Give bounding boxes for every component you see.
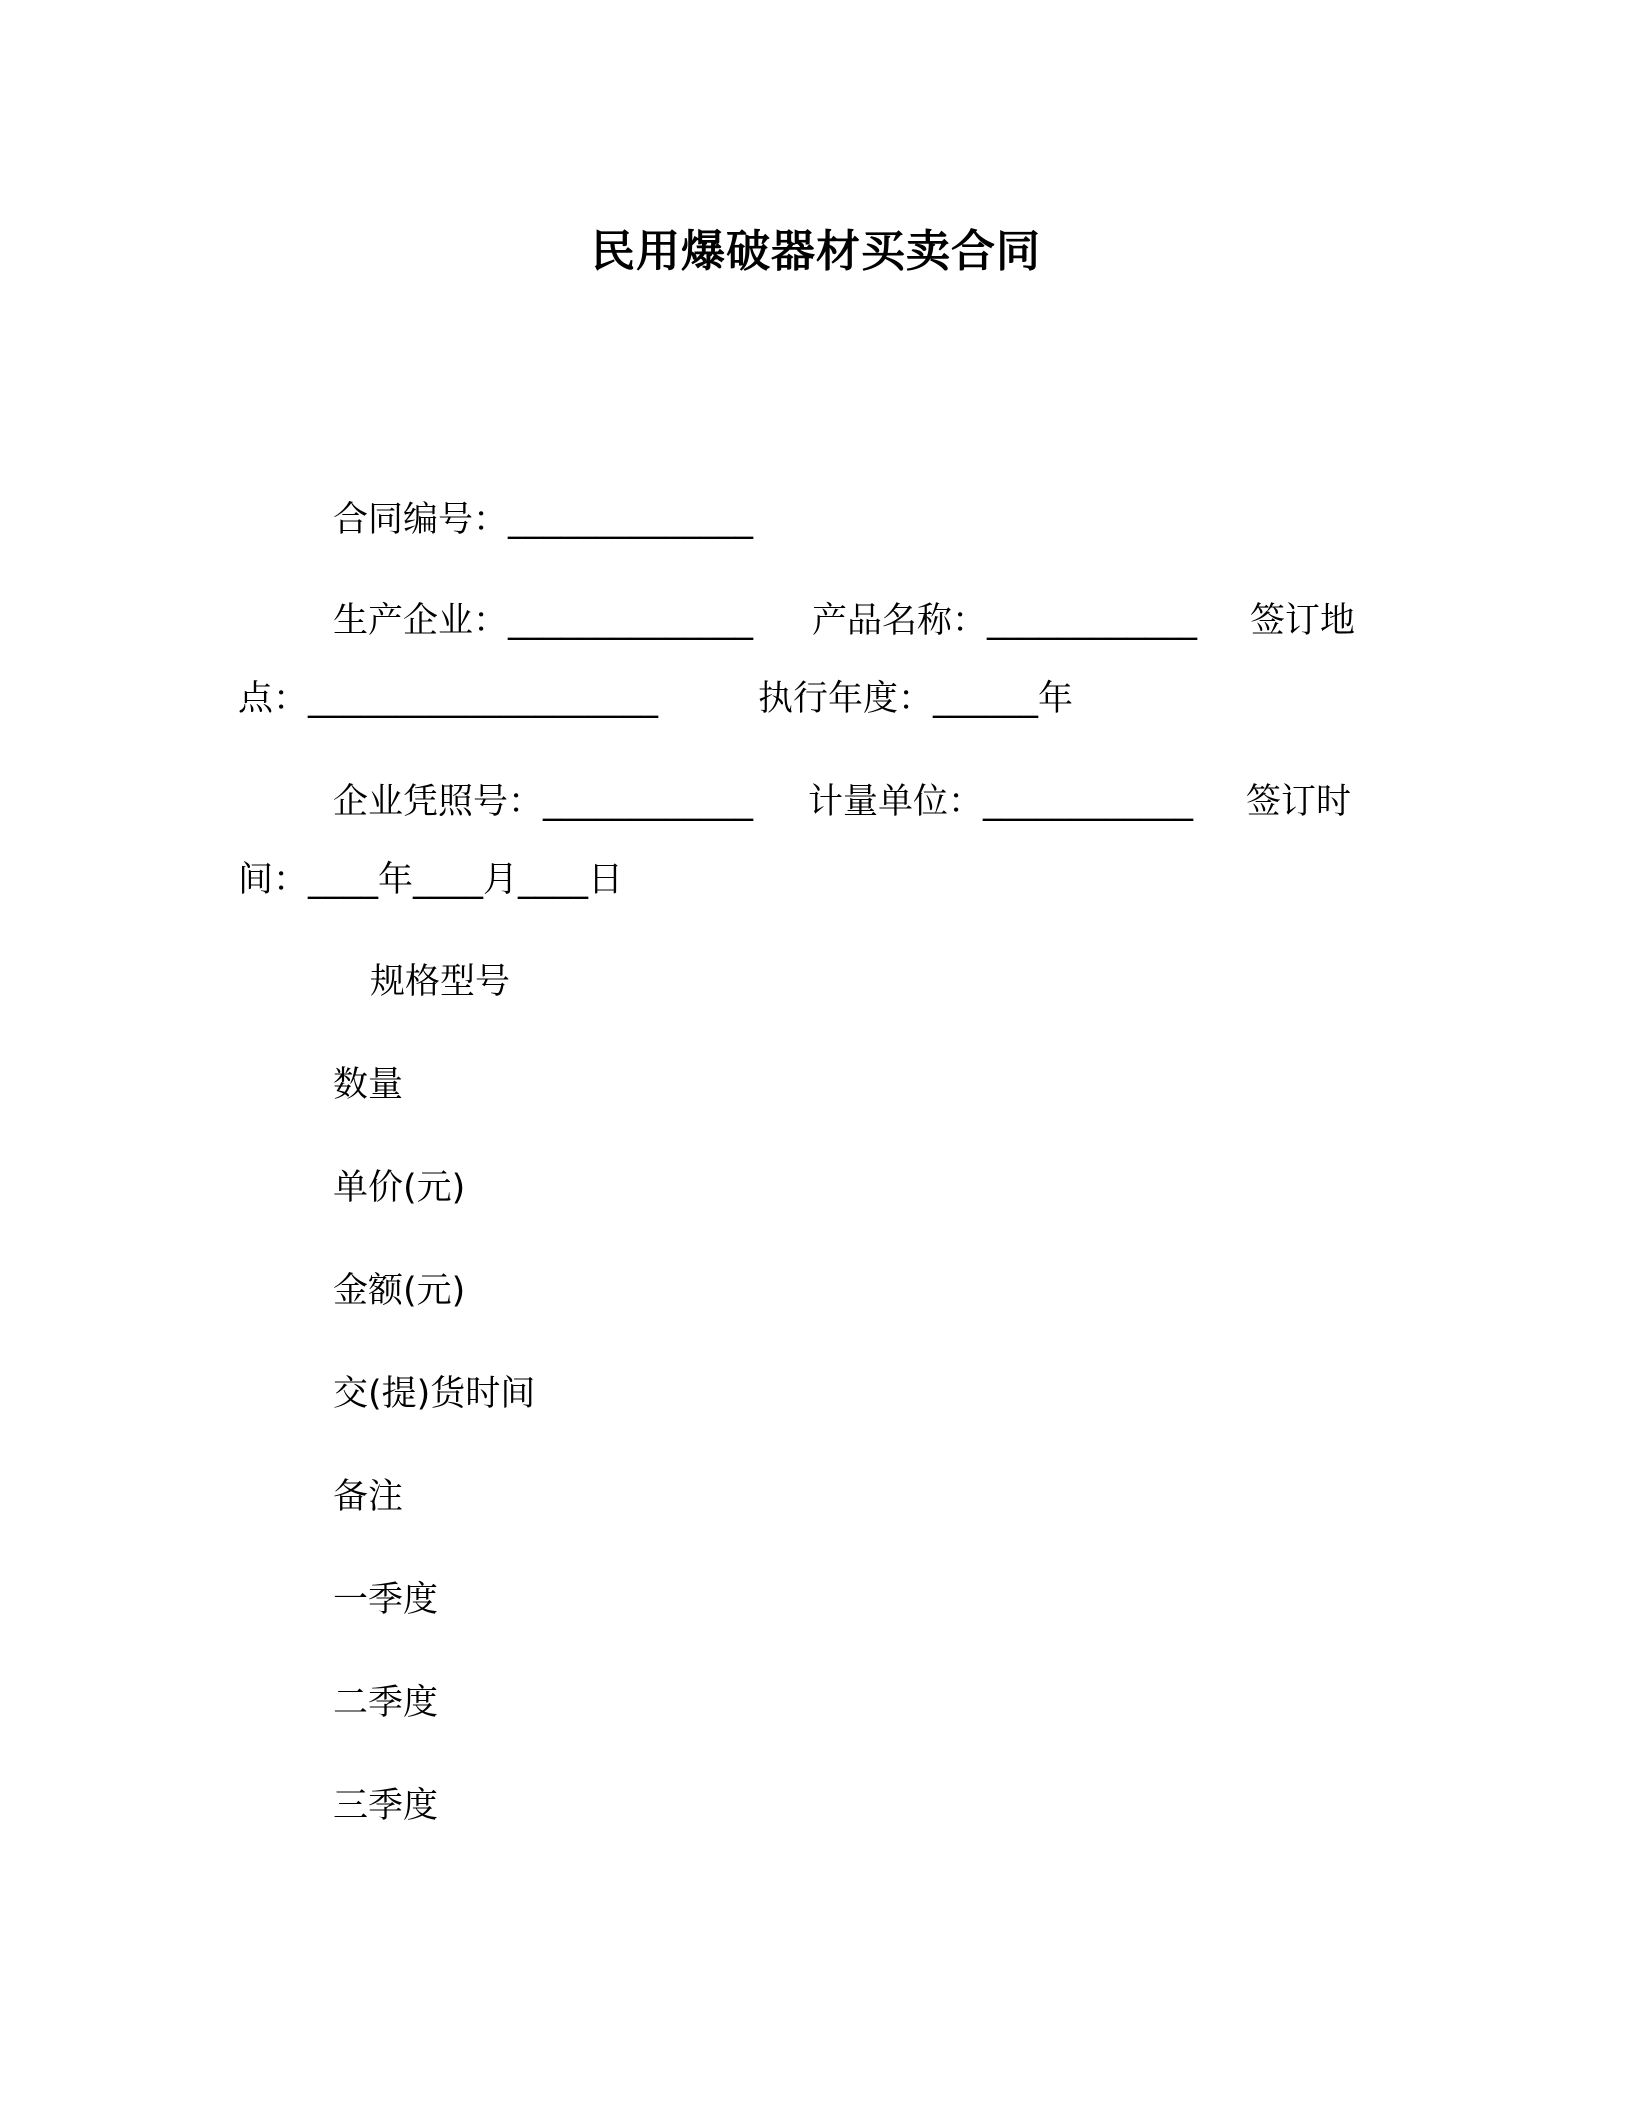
item-q3: 三季度 (333, 1786, 439, 1826)
item-spec-model: 规格型号 (370, 962, 511, 1002)
item-q2: 二季度 (333, 1683, 439, 1723)
exec-year-field: 执行年度：______年 (758, 679, 1074, 719)
producer-field: 生产企业：______________ (333, 601, 754, 641)
item-amount: 金额(元) (333, 1271, 466, 1311)
contract-number-line: 合同编号：______________ (333, 500, 754, 540)
measure-unit-field: 计量单位：____________ (808, 782, 1194, 822)
sign-place-label-start: 签订地 (1250, 601, 1356, 641)
item-unit-price: 单价(元) (333, 1168, 466, 1208)
sign-place-field: 点：____________________ (238, 679, 659, 719)
sign-time-field: 间：____年____月____日 (238, 860, 624, 900)
document-title: 民用爆破器材买卖合同 (591, 226, 1041, 277)
item-quantity: 数量 (333, 1065, 404, 1105)
item-remarks: 备注 (333, 1477, 404, 1517)
product-name-field: 产品名称：____________ (812, 601, 1198, 641)
item-q1: 一季度 (333, 1580, 439, 1620)
item-delivery-time: 交(提)货时间 (333, 1374, 536, 1414)
sign-time-label-start: 签订时 (1246, 782, 1352, 822)
license-number-field: 企业凭照号：____________ (333, 782, 754, 822)
